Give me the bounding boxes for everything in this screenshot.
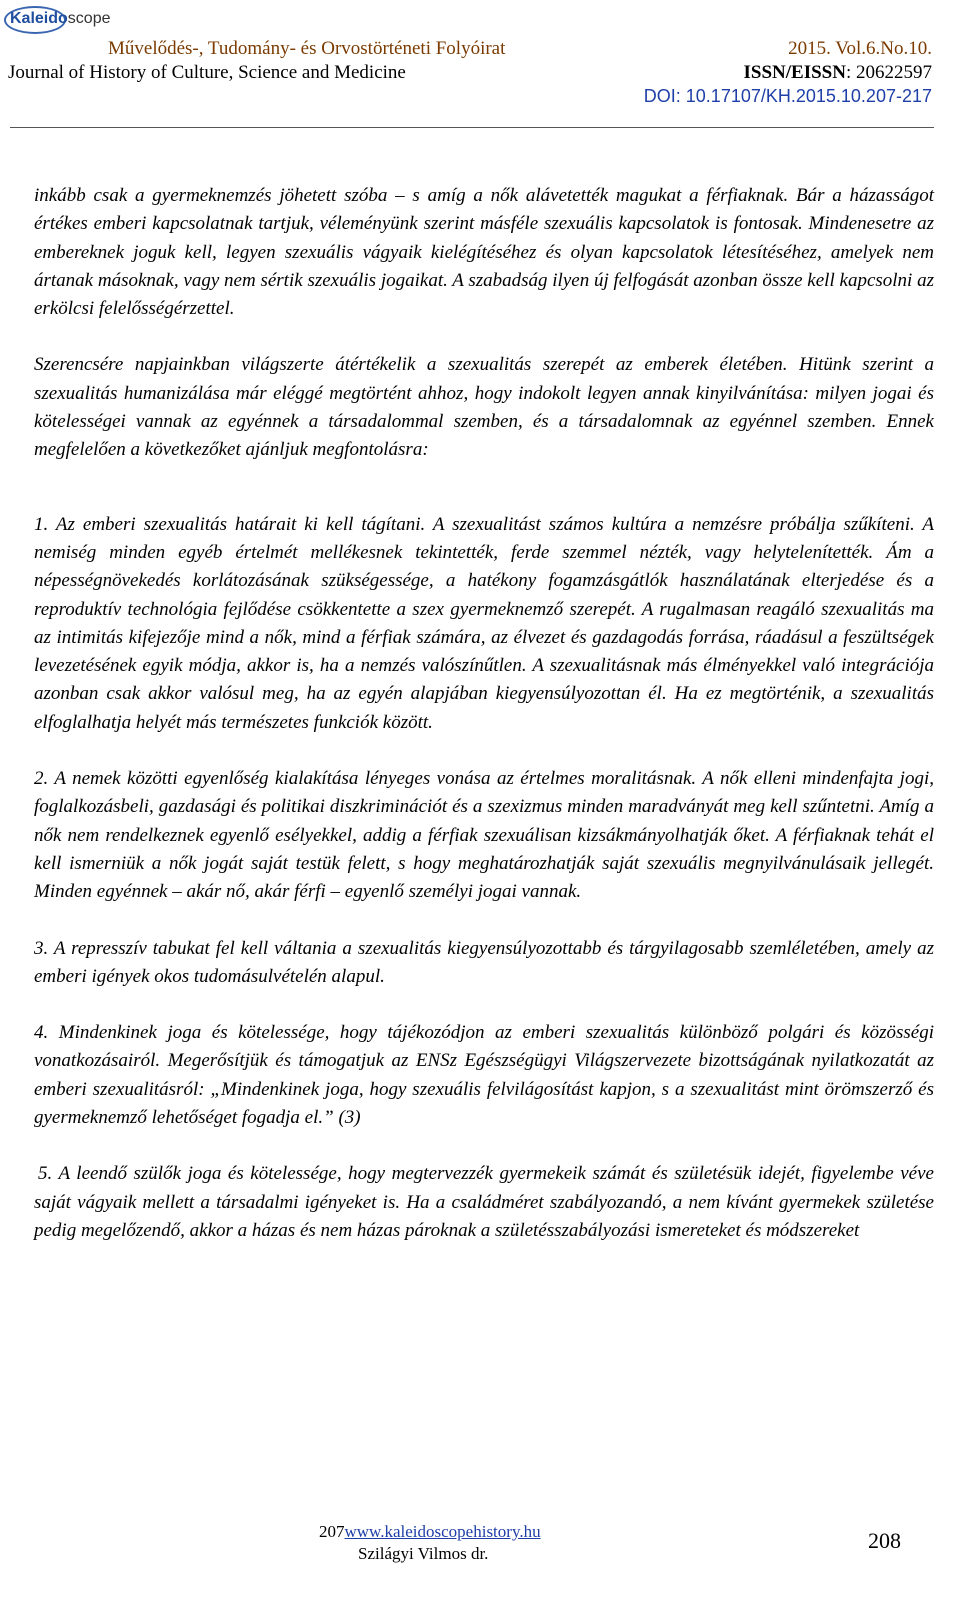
author-name: Szilágyi Vilmos dr. xyxy=(358,1544,489,1563)
kaleidoscope-logo xyxy=(4,4,111,36)
issn: ISSN/EISSN: 20622597 xyxy=(743,62,932,83)
list-item: 4. Mindenkinek joga és kötelessége, hogy tájékozódjon az emberi szexualitás különböző polgári és közösségi vonatkozásairól. Megerősítjük és támogatjuk az ENSz Egészségügyi Világszervezete bizottságának nyilatkozatát az emberi szexualitásról: „Mindenkinek joga, hogy szexuális felvilágosítást kapjon, s a szexualitást mint örömszerző és gyermeknemző lehetőséget fogadja el.” (3) xyxy=(34,1022,934,1129)
page-header xyxy=(0,0,960,132)
paragraph: inkább csak a gyermeknemzés jöhetett szóba – s amíg a nők alávetették magukat a férfiaknak. Bár a házasságot értékes emberi kapcsolatnak tartjuk, véleményünk szerint másféle szexuális kapcsolatok is fontosak. Mindenesetre az embereknek joguk kell, legyen szexuális vágyaik kielégítéséhez és olyan kapcsolatok létesítéséhez, amelyek nem ártanak másoknak, vagy nem sértik szexuális jogaikat. A szabadság ilyen új felfogását azonban össze kell kapcsolni az erkölcsi felelősségérzettel. xyxy=(34,185,934,320)
list-item: 2. A nemek közötti egyenlőség kialakítása lényeges vonása az értelmes moralitásnak. A nők elleni mindenfajta jogi, foglalkozásbeli, gazdasági és politikai diszkriminációt és a szexizmus minden maradványát meg kell szűntetni. Amíg a nők nem rendelkeznek egyenlő esélyekkel, addig a férfiak szexuálisan kizsákmányolhatják őket. A férfiaknak tehát el kell ismerniük a nők jogát saját testük felett, s hogy meghatározhatják saját szexuális megnyilvánulásaik jellegét. Minden egyénnek – akár nő, akár férfi – egyenlő személyi jogai vannak. xyxy=(34,768,934,903)
page-prefix: 207 xyxy=(319,1522,345,1541)
journal-title-en: Journal of History of Culture, Science and Medicine xyxy=(8,62,406,83)
doi-link[interactable]: DOI: 10.17107/KH.2015.10.207-217 xyxy=(643,86,932,106)
page-footer xyxy=(0,1522,960,1602)
list-item: 1. Az emberi szexualitás határait ki kell tágítani. A szexualitást számos kultúra a nemzésre próbálja szűkíteni. A nemiség minden egyéb értelmét mellékesnek tekintették, ferde szemmel nézték, vagy helytelenítették. Ám a népességnövekedés korlátozásának szükségessége, a hatékony fogamzásgátlók használatának elterjedése és a reproduktív technológia fejlődése csökkentette a szex gyermeknemző szerepét. A rugalmasan reagáló szexualitás ma az intimitás kifejezője mind a nők, mind a férfiak számára, az élvezet és gazdagodás forrása, ráadásul a feszültségek levezetésének egyik módja, akkor is, ha a nemzés valószínűtlen. A szexualitásnak más élményekkel való integrációja azonban csak akkor valósul meg, ha az egyén alapjában kiegyensúlyozottan él. Ha ez megtörténik, a szexualitás elfoglalhatja helyét más természetes funkciók között. xyxy=(34,513,934,733)
journal-title-hu: Művelődés-, Tudomány- és Orvostörténeti Folyóirat xyxy=(108,38,506,59)
list-item: 3. A represszív tabukat fel kell váltania a szexualitás kiegyensúlyozottabb és tárgyilagosabb szemléletében, amely az emberi igények okos tudomásulvételén alapul. xyxy=(34,937,934,987)
list-item: 5. A leendő szülők joga és kötelessége, hogy megtervezzék gyermekeik számát és születésük idejét, figyelembe véve saját vágyaik mellett a társadalmi igényeket is. Ha a családméret szabályozandó, a nem kívánt gyermekek születése pedig megelőzendő, akkor a házas és nem házas pároknak a születésszabályozási ismereteket és módszereket xyxy=(34,1163,934,1241)
site-link[interactable]: www.kaleidoscopehistory.hu xyxy=(344,1522,541,1541)
header-divider xyxy=(10,127,934,128)
logo-text: Kaleidoscope xyxy=(10,10,111,27)
page-number: 208 xyxy=(868,1528,901,1553)
paragraph: Szerencsére napjainkban világszerte átértékelik a szexualitás szerepét az emberek életében. Hitünk szerint a szexualitás humanizálása már eléggé megtörtént ahhoz, hogy indokolt legyen annak kinyilvánítása: milyen jogai és kötelességei vannak az egyénnek a társadalommal szemben, és a társadalomnak az egyénnel szemben. Ennek megfelelően a következőket ajánljuk megfontolásra: xyxy=(34,354,934,461)
issue-info: 2015. Vol.6.No.10. xyxy=(788,38,932,59)
article-body xyxy=(34,182,934,1245)
footer-line xyxy=(319,1522,541,1542)
